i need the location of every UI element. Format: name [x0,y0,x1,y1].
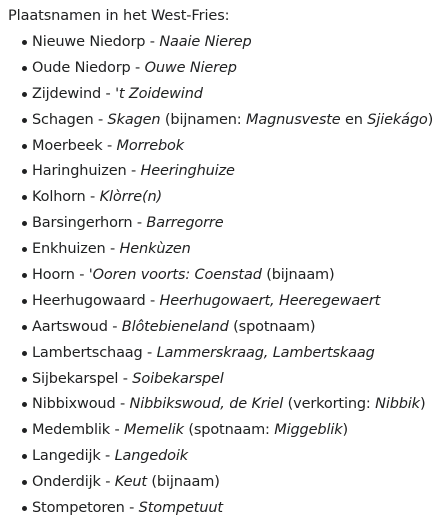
place-text: ) [427,111,434,128]
dialect-name: 't Zoidewind [115,85,203,102]
dialect-name: Stompetuut [138,500,223,517]
dialect-name: Barregorre [146,215,224,232]
list-item [22,418,441,444]
bullet-icon [22,195,27,200]
dialect-name: Miggeblik [274,422,343,439]
bullet-icon [22,351,27,356]
list-item [22,341,441,367]
dialect-name: Lammerskraag, Lambertskaag [156,344,375,361]
bullet-icon [22,428,27,433]
bullet-icon [22,92,27,97]
bullet-icon [22,169,27,174]
dialect-name: Soibekarspel [132,370,224,387]
place-text: (bijnamen: [160,111,246,128]
place-text: (spotnaam) [228,318,316,335]
dialect-name: Klòrre(n) [99,189,163,206]
place-text: Hoorn - [32,267,89,284]
place-text: ) [342,422,348,439]
bullet-icon [22,221,27,226]
place-text: Medemblik - [32,422,124,439]
bullet-icon [22,247,27,252]
list-item [22,289,441,315]
list-item [22,108,441,134]
place-text: (bijnaam) [146,474,220,491]
bullet-icon [22,480,27,485]
bullet-icon [22,377,27,382]
list-item [22,263,441,289]
bullet-icon [22,118,27,123]
dialect-name: Henkùzen [119,241,191,258]
place-text: Barsingerhorn - [32,215,147,232]
dialect-name: Naaie Nierep [159,34,252,50]
place-text: Schagen - [32,111,108,128]
list-item [22,30,441,56]
place-text: Zijdewind - [32,85,116,102]
place-text: Moerbeek - [32,137,117,154]
place-text: (bijnaam) [261,267,335,284]
place-text: Heerhugowaard - [32,292,160,309]
place-text: ) [419,396,426,413]
dialect-name: Keut [114,474,147,491]
place-text: Haringhuizen - [32,163,141,180]
place-text: Kolhorn - [32,189,100,206]
list-item [22,134,441,160]
place-text: (spotnaam: [183,422,275,439]
bullet-icon [22,325,27,330]
dialect-name: Ouwe Nierep [144,59,237,76]
list-item [22,159,441,185]
bullet-icon [22,402,27,407]
dialect-name: Sjiekágo [367,111,428,128]
list-item [22,211,441,237]
dialect-name: 'Ooren voorts: Coenstad [88,267,262,284]
list-item [22,82,441,108]
dialect-name: Langedoik [114,448,189,465]
place-text: Sijbekarspel - [32,370,133,387]
place-names-list [8,30,441,522]
place-text: (verkorting: [283,396,376,413]
dialect-name: Morrebok [116,137,185,154]
place-text: Stompetoren - [32,500,139,517]
list-item [22,367,441,393]
bullet-icon [22,506,27,511]
place-text: Aartswoud - [32,318,122,335]
place-text: Enkhuizen - [32,241,120,258]
list-heading: Plaatsnamen in het West-Fries: [8,8,230,24]
list-item [22,392,441,418]
list-item [22,237,441,263]
place-text: Nieuwe Niedorp - [32,34,160,50]
place-text: Lambertschaag - [32,344,157,361]
list-item [22,444,441,470]
dialect-name: Heeringhuize [140,163,235,180]
bullet-icon [22,454,27,459]
dialect-name: Heerhugowaert, Heeregewaert [159,292,381,309]
place-text: Langedijk - [32,448,115,465]
place-text: Oude Niedorp - [32,59,145,76]
bullet-icon [22,40,27,45]
dialect-name: Memelik [124,422,184,439]
list-item [22,496,441,522]
bullet-icon [22,299,27,304]
place-text: Onderdijk - [32,474,115,491]
place-text: en [340,111,368,128]
dialect-name: Skagen [107,111,161,128]
dialect-name: Nibbikswoud, de Kriel [129,396,284,413]
list-item [22,56,441,82]
dialect-name: Nibbik [375,396,420,413]
dialect-name: Magnusveste [245,111,341,128]
bullet-icon [22,66,27,71]
list-item [22,185,441,211]
list-item [22,315,441,341]
bullet-icon [22,273,27,278]
bullet-icon [22,144,27,149]
dialect-name: Blôtebieneland [121,318,229,335]
list-item [22,470,441,496]
place-text: Nibbixwoud - [32,396,130,413]
